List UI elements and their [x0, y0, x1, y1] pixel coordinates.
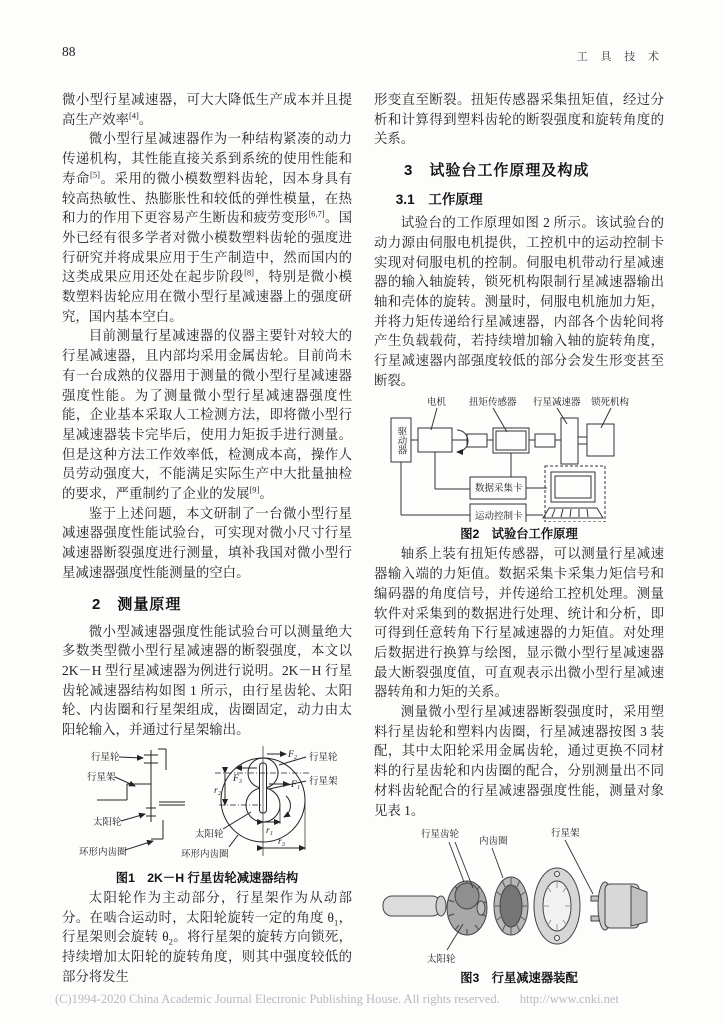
fig2-caption: 图2 试验台工作原理 [460, 527, 578, 542]
fig1-left-label-planet: 行星轮 [90, 751, 120, 763]
fig3-label-ring-gear: 内齿圈 [479, 836, 508, 848]
fig2-label-motion-card: 运动控制卡 [474, 511, 523, 523]
fig2-label-torque-sensor: 扭矩传感器 [468, 397, 517, 409]
journal-title: 工 具 技 术 [576, 51, 664, 63]
footer [55, 992, 695, 1007]
subsection-heading-3-1: 3.1 工作原理 [395, 192, 483, 208]
fig1-label-r1: r₁ [265, 825, 273, 836]
section-heading-3: 3 试验台工作原理及构成 [404, 162, 590, 180]
footer-url: http://www.cnki.net [519, 992, 619, 1006]
fig2-label-motor: 电机 [426, 397, 446, 409]
fig1-diagram [63, 744, 352, 866]
fig1-label-ring: 环形内齿圈 [180, 848, 229, 860]
figure-2 [374, 394, 664, 542]
fig3-label-carrier: 行星架 [551, 828, 580, 840]
fig2-label-lock: 锁死机构 [590, 397, 629, 409]
fig1-label-r2: r₂ [213, 785, 221, 796]
paragraph: 太阳轮作为主动部分，行星架作为从动部分。在啮合运动时，太阳轮旋转一定的角度 $\theta_1$，行星架则会旋转 $\theta_2$。将行星架的旋转方向锁死，持续增加太阳轮的旋转角度，则其中强度较低的部分将发生 [62, 889, 352, 984]
paragraph: 微小型行星减速器作为一种结构紧凑的动力传递机构，其性能直接关系到系统的使用性能和寿命[5]。采用的微小模数塑料齿轮，因本身具有较高热敏性、热膨胀性和较低的弹性模量，在热和力的作用下更容易产生断齿和疲劳变形[6,7]。国外已经有很多学者对微小模数塑料齿轮的强度进行研究并将成果应用于生产制造中，然而国内的这类成果应用还处在起步阶段[8]，特别是微小模数塑料齿轮应用在微小型行星减速器上的强度研究，国内基本空白。 [62, 131, 353, 324]
fig1-label-f3: F₃ [232, 773, 242, 784]
fig1-label-planet: 行星轮 [308, 751, 338, 763]
figure-3 [374, 824, 664, 986]
figure-1 [62, 744, 352, 886]
left-column [62, 90, 352, 986]
fig2-label-daq-card: 数据采集卡 [474, 483, 523, 495]
fig2-diagram [375, 394, 664, 522]
fig1-label-carrier: 行星架 [308, 775, 338, 787]
fig3-label-sun-gear: 太阳轮 [427, 954, 456, 966]
section-heading-2: 2 测量原理 [92, 595, 182, 613]
page-number: 88 [62, 44, 76, 59]
paragraph: 形变直至断裂。扭矩传感器采集扭矩值，经过分析和计算得到塑料齿轮的断裂强度和旋转角度的关系。 [374, 92, 664, 147]
right-column [374, 90, 664, 988]
fig1-left-label-sun: 太阳轮 [92, 816, 122, 828]
footer-copyright: (C)1994-2020 China Academic Journal Electronic Publishing House. All rights reserved. [55, 992, 500, 1006]
fig1-label-r3: r₃ [277, 836, 285, 847]
fig1-label-f1: F₁ [290, 779, 300, 790]
paragraph: 微小型行星减速器，可大大降低生产成本并且提高生产效率[4]。 [62, 92, 352, 127]
fig1-caption: 图1 2K－H 行星齿轮减速器结构 [115, 870, 299, 885]
paragraph: 轴系上装有扭矩传感器，可以测量行星减速器输入端的力矩值。数据采集卡采集力矩信号和编码器的角度信号，并传递给工控机处理。测量软件对采集到的数据进行处理、统计和分析，即可得到任意转角下行星减速器的力矩值。对处理后数据进行换算与绘图，显示微小型行星减速器最大断裂强度值，可直观表示出微小型行星减速器转角和力矩的关系。 [374, 546, 664, 700]
paragraph: 测量微小型行星减速器断裂强度时，采用塑料行星齿轮和塑料内齿圈，行星减速器按图 3 装配，其中太阳轮采用金属齿轮，通过更换不同材料的行星齿轮和内齿圈的配合，分别测量出不同材料齿轮配合的行星减速器强度性能，测量对象见表 1。 [374, 704, 664, 818]
fig3-caption: 图3 行星减速器装配 [460, 971, 578, 986]
fig3-label-planet-gear: 行星齿轮 [421, 829, 460, 841]
fig3-assembly-image [379, 824, 659, 966]
fig2-label-driver: 驱动器 [395, 426, 406, 455]
fig1-left-label-carrier: 行星架 [86, 771, 116, 783]
paragraph: 微小型减速器强度性能试验台可以测量绝大多数类型微小型行星减速器的断裂强度，本文以 2K－H 型行星减速器为例进行说明。2K－H 行星齿轮减速器结构如图 1 所示，由行星齿轮、太阳轮、内齿圈和行星架组成，齿圈固定，动力由太阳轮输入，并通过行星架输出。 [62, 623, 352, 738]
fig1-label-sun: 太阳轮 [194, 828, 224, 840]
fig2-label-reducer: 行星减速器 [532, 397, 581, 409]
fig1-left-label-ring: 环形内齿圈 [78, 846, 127, 858]
paragraph: 试验台的工作原理如图 2 所示。该试验台的动力源由伺服电机提供，工控机中的运动控制卡实现对伺服电机的控制。伺服电机带动行星减速器的输入轴旋转，锁死机构限制行星减速器输出轴和壳体的旋转。测量时，伺服电机施加力矩，并将力矩传递给行星减速器，内部各个齿轮间将产生负载载荷，若持续增加输入轴的旋转角度，行星减速器内部强度较低的部分会发生形变甚至断裂。 [374, 215, 664, 388]
paragraph: 鉴于上述问题，本文研制了一台微小型行星减速器强度性能试验台，可实现对微小尺寸行星减速器断裂强度进行测量，填补我国对微小型行星减速器强度性能测量的空白。 [62, 505, 352, 580]
fig1-label-f2: F₂ [287, 749, 297, 760]
paragraph: 目前测量行星减速器的仪器主要针对较大的行星减速器，且内部均采用金属齿轮。目前尚未有一台成熟的仪器用于测量的微小型行星减速器强度性能。为了测量微小型行星减速器强度性能，企业基本采取人工检测方法，即将微小型行星减速器装卡完毕后，使用力矩扳手进行测量。但是这种方法工作效率低，检测成本高，操作人员劳动强度大，不能满足实际生产中大批量抽检的要求，严重制约了企业的发展[9]。 [62, 328, 352, 502]
